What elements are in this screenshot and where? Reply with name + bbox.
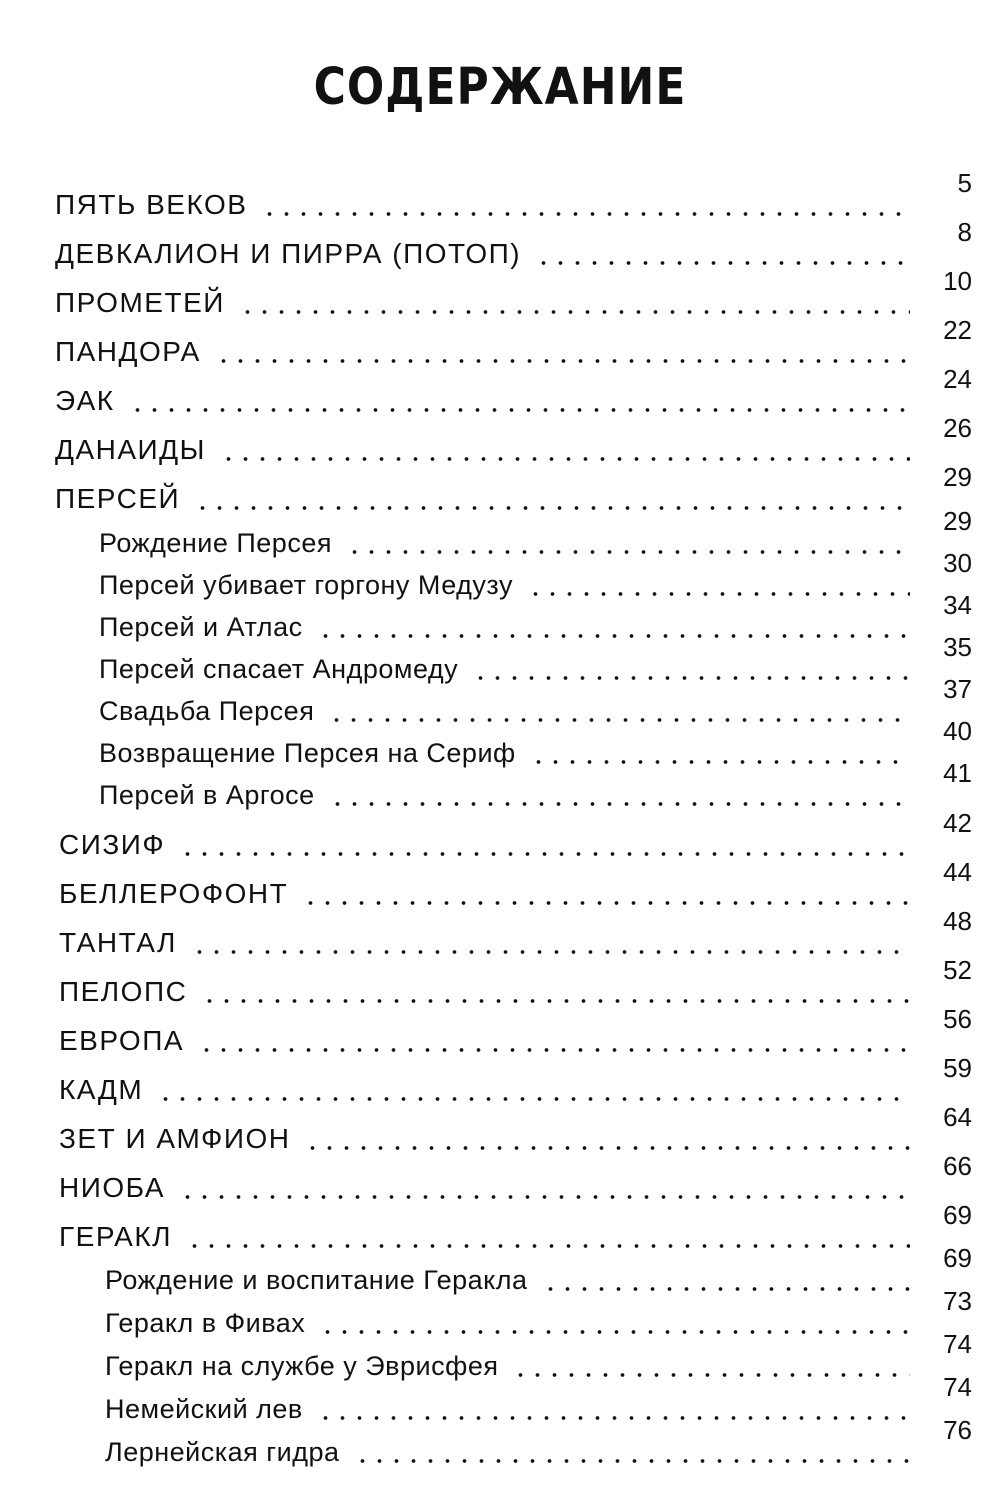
dot-leader — [346, 532, 910, 556]
toc-entry-page: 69 — [943, 1200, 972, 1230]
toc-subentry[interactable] — [105, 1329, 972, 1381]
toc-subentry-title: Рождение и воспитание Геракла — [105, 1265, 528, 1295]
toc-subentry-title: Персей спасает Андромеду — [99, 654, 459, 684]
toc-subentry[interactable] — [105, 1286, 972, 1338]
toc-subentry-title: Геракл в Фивах — [105, 1308, 306, 1338]
toc-subentry-page: 37 — [943, 674, 972, 704]
toc-entry-page: 10 — [943, 266, 972, 296]
toc-entry[interactable] — [55, 168, 972, 220]
toc-entry-page: 48 — [943, 906, 972, 936]
toc-subentry-page: 76 — [943, 1415, 972, 1445]
toc-subentry-page: 73 — [943, 1286, 972, 1316]
toc-entry-page: 59 — [943, 1053, 972, 1083]
toc-subentry-title: Персей убивает горгону Медузу — [99, 570, 513, 600]
toc-entry-title: ЗЕТ И АМФИОН — [59, 1123, 291, 1154]
toc-entry-page: 64 — [943, 1102, 972, 1132]
toc-entry[interactable] — [59, 1053, 972, 1105]
toc-entry[interactable] — [55, 462, 972, 514]
toc-entry-page: 42 — [943, 808, 972, 838]
toc-entry-title: СИЗИФ — [59, 829, 166, 860]
toc-entry-title: ЭАК — [55, 385, 115, 416]
toc-entry-page: 24 — [943, 364, 972, 394]
dot-leader — [179, 834, 910, 858]
toc-subentry[interactable] — [105, 1372, 972, 1424]
dot-leader — [129, 390, 910, 414]
toc-entry[interactable] — [59, 1004, 972, 1056]
dot-leader — [261, 194, 910, 218]
dot-leader — [198, 1030, 910, 1054]
toc-entry-page: 52 — [943, 955, 972, 985]
dot-leader — [354, 1441, 910, 1465]
toc-subentry[interactable] — [99, 548, 972, 600]
toc-entry-page: 44 — [943, 857, 972, 887]
toc-subentry-page: 34 — [943, 590, 972, 620]
toc-subentry-page: 30 — [943, 548, 972, 578]
toc-entry-title: ДАНАИДЫ — [55, 434, 206, 465]
dot-leader — [191, 932, 910, 956]
page-title: СОДЕРЖАНИЕ — [313, 58, 687, 117]
dot-leader — [530, 742, 910, 766]
toc-subentry-title: Персей в Аргосе — [99, 780, 315, 810]
dot-leader — [472, 658, 910, 682]
toc-subentry-page: 74 — [943, 1372, 972, 1402]
dot-leader — [317, 1398, 910, 1422]
toc-entry-page: 8 — [957, 217, 972, 247]
dot-leader — [302, 883, 910, 907]
toc-entry-title: НИОБА — [59, 1172, 166, 1203]
toc-entry-page: 29 — [943, 462, 972, 492]
toc-subentry-page: 69 — [943, 1243, 972, 1273]
toc-entry[interactable] — [55, 413, 972, 465]
toc-entry[interactable] — [59, 906, 972, 958]
toc-entry[interactable] — [59, 1102, 972, 1154]
dot-leader — [186, 1226, 910, 1250]
dot-leader — [329, 784, 910, 808]
toc-entry-title: ПАНДОРА — [55, 336, 201, 367]
dot-leader — [215, 341, 910, 365]
toc-subentry-page: 29 — [943, 506, 972, 536]
toc-entry[interactable] — [55, 217, 972, 269]
toc-entry-page: 26 — [943, 413, 972, 443]
toc-entry-title: ПЕРСЕЙ — [55, 483, 181, 514]
dot-leader — [179, 1177, 910, 1201]
toc-subentry-title: Персей и Атлас — [99, 612, 303, 642]
toc-entry-title: КАДМ — [59, 1074, 144, 1105]
toc-subentry-title: Немейский лев — [105, 1394, 303, 1424]
toc-entry-page: 56 — [943, 1004, 972, 1034]
dot-leader — [317, 616, 910, 640]
toc-subentry-page: 74 — [943, 1329, 972, 1359]
toc-subentry[interactable] — [105, 1415, 972, 1467]
toc-entry[interactable] — [59, 1151, 972, 1203]
dot-leader — [220, 439, 910, 463]
dot-leader — [157, 1079, 910, 1103]
toc-entry-title: ДЕВКАЛИОН И ПИРРА (ПОТОП) — [55, 238, 522, 269]
dot-leader — [328, 700, 910, 724]
toc-entry[interactable] — [59, 955, 972, 1007]
toc-subentry-page: 40 — [943, 716, 972, 746]
dot-leader — [239, 292, 910, 316]
toc-entry-title: ТАНТАЛ — [59, 927, 177, 958]
toc-entry-title: ПЯТЬ ВЕКОВ — [55, 189, 248, 220]
toc-subentry-title: Геракл на службе у Эврисфея — [105, 1351, 499, 1381]
dot-leader — [201, 981, 910, 1005]
toc-subentry[interactable] — [99, 506, 972, 558]
toc-entry-page: 5 — [957, 168, 972, 198]
dot-leader — [304, 1128, 910, 1152]
toc-entry[interactable] — [59, 808, 972, 860]
dot-leader — [319, 1312, 910, 1336]
toc-subentry[interactable] — [99, 758, 972, 810]
toc-entry-title: ЕВРОПА — [59, 1025, 184, 1056]
toc-subentry[interactable] — [105, 1243, 972, 1295]
toc-subentry-page: 35 — [943, 632, 972, 662]
toc-entry[interactable] — [59, 1200, 972, 1252]
toc-subentry-title: Возвращение Персея на Сериф — [99, 738, 516, 768]
toc-subentry[interactable] — [99, 674, 972, 726]
dot-leader — [535, 243, 910, 267]
toc-entry[interactable] — [55, 364, 972, 416]
toc-entry[interactable] — [59, 857, 972, 909]
toc-subentry[interactable] — [99, 632, 972, 684]
dot-leader — [542, 1269, 910, 1293]
toc-subentry-title: Свадьба Персея — [99, 696, 315, 726]
toc-entry-title: ПЕЛОПС — [59, 976, 188, 1007]
toc-entry-title: ПРОМЕТЕЙ — [55, 287, 225, 318]
toc-subentry[interactable] — [99, 590, 972, 642]
toc-entry[interactable] — [55, 315, 972, 367]
toc-entry-title: ГЕРАКЛ — [59, 1221, 173, 1252]
toc-subentry-page: 41 — [943, 758, 972, 788]
toc-subentry[interactable] — [99, 716, 972, 768]
dot-leader — [527, 574, 910, 598]
dot-leader — [512, 1355, 910, 1379]
toc-entry-page: 66 — [943, 1151, 972, 1181]
toc-entry-page: 22 — [943, 315, 972, 345]
dot-leader — [194, 488, 910, 512]
toc-entry-title: БЕЛЛЕРОФОНТ — [59, 878, 289, 909]
toc-subentry-title: Рождение Персея — [99, 528, 332, 558]
toc-entry[interactable] — [55, 266, 972, 318]
toc-subentry-title: Лернейская гидра — [105, 1437, 340, 1467]
